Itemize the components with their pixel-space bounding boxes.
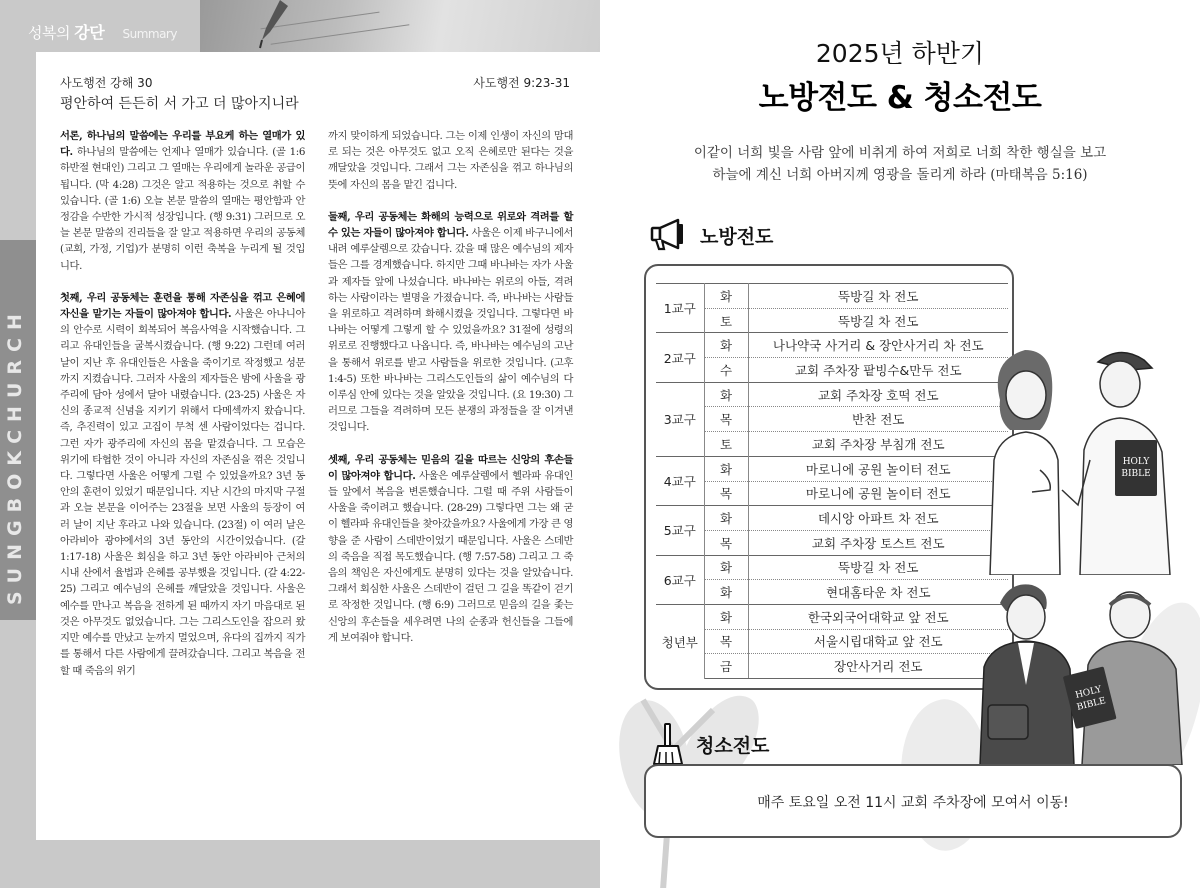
schedule-place: 현대홈타운 차 전도 (748, 580, 1008, 605)
svg-text:HOLY: HOLY (1074, 684, 1103, 701)
schedule-day: 목 (704, 481, 748, 506)
sermon-series: 사도행전 강해 30 (60, 76, 153, 90)
schedule-day: 화 (704, 382, 748, 407)
street-section-header (650, 218, 773, 252)
schedule-place: 교회 주차장 팥빙수&만두 전도 (748, 358, 1008, 383)
schedule-place: 한국외국어대학교 앞 전도 (748, 604, 1008, 629)
paragraph-heading: 서론, 하나님의 말씀에는 우리를 부요케 하는 열매가 있다. (60, 130, 305, 159)
schedule-row (656, 432, 1008, 457)
schedule-row (656, 407, 1008, 432)
schedule-group: 4교구 (656, 456, 704, 505)
schedule-row (656, 580, 1008, 605)
schedule-row (656, 604, 1008, 629)
cleaning-label: 청소전도 (696, 734, 770, 757)
schedule-row (656, 333, 1008, 358)
bible-label: HOLY (1122, 457, 1150, 467)
schedule-day: 화 (704, 580, 748, 605)
sermon-paragraph (328, 209, 573, 436)
svg-text:BIBLE: BIBLE (1121, 469, 1151, 479)
schedule-group: 6교구 (656, 555, 704, 604)
verse-line: 하늘에 계신 너희 아버지께 영광을 돌리게 하라 (마태복음 5:16) (712, 167, 1088, 183)
schedule-row (656, 555, 1008, 580)
schedule-place: 서울시립대학교 앞 전도 (748, 629, 1008, 654)
schedule-place: 교회 주차장 호떡 전도 (748, 382, 1008, 407)
paragraph-body: 사울은 아나니아의 안수로 시력이 회복되어 복음사역을 시작했습니다. 그리고 유대인들을 굴복시켰습니다. (행 9:22) 그런데 여러 날이 지난 후 유대인들은 사울을 죽이기로 작정했고 성문까지 지켰습니다. 그러자 사울의 제자들은 밤에 사울을 광주리에 담아 성에서 달아 내렸습니다. (23-25) 사울은 자신의 종교적 신념을 지키기 위해서 다메섹까지 왔습니다. 즉, 추진력이 있고 고집이 무척 센 사람이었다는 겁니다. 그런 자가 광주리에 자신의 몸을 맡겼습니다. 그 모습은 위기에 타협한 것이 아니라 자신의 자존심을 꺾은 것입니다. 그렇다면 사울은 어떻게 그럴 수 있었을까요? 3년 동안의 훈련이 있었기 때문입니다. 지난 시간의 마지막 구절과 오늘 본문을 이어주는 23절을 보면 사울의 등장이 여러 날이 지난 후라고 나와 있습니다. (23절) 이 여러 날은 아라비아 광야에서의 3년 동안의 시간이었습니다. (갈 1:17-18) 사울은 회심을 하고 3년 동안 아라비아 근처의 시내 산에서 율법과 은혜를 공부했을 것입니다. (갈 4:22-25) 그리고 예수님의 은혜를 깨달았을 것입니다. 사울은 예수를 만나고 복음을 전하게 된 때까지 자기 마음대로 된 것은 아무것도 없었습니다. 그는 그리스도인을 잡으러 왔지만 예수를 만났고 눈까지 멀었으며, 유다의 집까지 직가를 통해서 다른 사람에게 끌려갔습니다. 그리고 복음을 전할 때 죽음의 위기 (60, 308, 305, 677)
schedule-day: 화 (704, 555, 748, 580)
schedule-day: 금 (704, 654, 748, 679)
schedule-place: 마로니에 공원 놀이터 전도 (748, 481, 1008, 506)
verse (600, 142, 1200, 186)
evangelists-illustration (980, 340, 1180, 575)
schedule-row (656, 530, 1008, 555)
schedule-row (656, 308, 1008, 333)
sermon-reference: 사도행전 9:23-31 (473, 76, 570, 90)
paragraph-body: 사울은 예루살렘에서 헬라파 유대인들 앞에서 복음을 변론했습니다. 그럴 때 주위 사람들이 사울을 죽이려고 했습니다. (28-29) 그렇다면 그는 왜 굳이 헬라파 유대인들을 찾아갔을까요? 사울에게 가장 큰 영향을 준 사람이 스데반이었기 때문입니다. 사울은 스데반의 죽음을 직접 목도했습니다. (행 7:57-58) 그리고 그 죽음의 책임은 자신에게도 분명히 있다는 것을 알았습니다. 그래서 회심한 사울은 스데반이 걸던 그 길을 똑같이 걷기로 작정한 것입니다. (행 6:9) 그러므로 믿음의 길을 좇는 신앙의 후손들을 세우려면 나의 순종과 헌신들을 그들에게 보여줘야 합니다. (328, 469, 573, 644)
schedule-row (656, 654, 1008, 679)
sermon-paragraph (328, 128, 573, 193)
schedule-place: 나나약국 사거리 & 장안사거리 차 전도 (748, 333, 1008, 358)
schedule-row (656, 456, 1008, 481)
street-schedule-table (656, 283, 1008, 679)
fountain-pen-icon (240, 0, 300, 52)
broom-icon (650, 722, 686, 766)
verse-line: 이같이 너희 빛을 사람 앞에 비취게 하여 저희로 너희 착한 행실을 보고 (693, 145, 1107, 161)
paragraph-heading: 셋째, 우리 공동체는 믿음의 길을 따르는 신앙의 후손들이 많아져야 합니다. (328, 453, 573, 482)
paragraph-heading: 첫째, 우리 공동체는 훈련을 통해 자존심을 꺾고 은혜에 자신을 맡기는 자들이 많아져야 합니다. (60, 291, 305, 321)
schedule-place: 뚝방길 차 전도 (748, 555, 1008, 580)
schedule-row (656, 358, 1008, 383)
schedule-day: 토 (704, 432, 748, 457)
sermon-column-1 (60, 128, 305, 695)
megaphone-icon (650, 218, 690, 252)
street-schedule-box (644, 264, 1014, 690)
schedule-day: 화 (704, 604, 748, 629)
svg-text:BIBLE: BIBLE (1075, 696, 1107, 713)
sermon-paragraph (60, 128, 305, 274)
schedule-day: 화 (704, 456, 748, 481)
street-label: 노방전도 (700, 225, 774, 248)
schedule-place: 장안사거리 전도 (748, 654, 1008, 679)
schedule-day: 목 (704, 530, 748, 555)
header-photo (200, 0, 600, 52)
schedule-row (656, 382, 1008, 407)
paragraph-body: 하나님의 말씀에는 언제나 열매가 있습니다. (골 1:6 하반절 현대인) 그리고 그 열매는 우리에게 놀라운 공급이 됩니다. (막 4:28) 그것은 알고 적용하는 것으로 취할 수 있습니다. (골 1:6) 오늘 본문 말씀의 열매는 평안함과 안정감을 수반한 가시적 성장입니다. (행 9:31) 그러므로 오늘 본문 말씀의 진리들을 잘 알고 적용하면 우리의 공동체(교회, 가정, 기업)가 분명히 이런 축복을 누리게 될 것입니다. (60, 146, 305, 272)
schedule-place: 반찬 전도 (748, 407, 1008, 432)
sermon-paragraph (60, 290, 305, 679)
header-prefix: 성복의 (28, 24, 70, 42)
sermon-column-2 (328, 128, 573, 662)
cleaning-text: 매주 토요일 오전 11시 교회 주차장에 모여서 이동! (757, 795, 1069, 811)
schedule-group: 2교구 (656, 333, 704, 382)
right-page (600, 0, 1200, 888)
schedule-row (656, 506, 1008, 531)
schedule-place: 교회 주차장 토스트 전도 (748, 530, 1008, 555)
sermon-paper (36, 52, 600, 840)
title-year: 2025년 하반기 (815, 39, 985, 68)
sermon-title: 평안하여 든든히 서 가고 더 많아지니라 (60, 96, 299, 112)
schedule-group: 1교구 (656, 284, 704, 333)
schedule-place: 뚝방길 차 전도 (748, 308, 1008, 333)
paragraph-heading: 둘째, 우리 공동체는 화해의 능력으로 위로와 격려를 할 수 있는 자들이 많아져야 합니다. (328, 210, 573, 240)
schedule-day: 토 (704, 308, 748, 333)
schedule-row (656, 284, 1008, 309)
header-strong: 강단 (74, 23, 105, 42)
schedule-place: 마로니에 공원 놀이터 전도 (748, 456, 1008, 481)
schedule-group: 5교구 (656, 506, 704, 555)
header-en: Summary (122, 27, 177, 41)
schedule-place: 교회 주차장 부침개 전도 (748, 432, 1008, 457)
schedule-day: 화 (704, 333, 748, 358)
schedule-row (656, 481, 1008, 506)
schedule-group: 3교구 (656, 382, 704, 456)
cleaning-box (644, 764, 1182, 838)
section-header (28, 20, 177, 43)
title-main: 노방전도 & 청소전도 (758, 80, 1042, 116)
paragraph-body: 사울은 이제 바구니에서 내려 예루살렘으로 갔습니다. 갔을 때 많은 예수님의 제자들은 그를 경계했습니다. 하지만 그때 바나바는 자가 사울과 제자들 앞에 나섰습니다. 바나바는 위로의 아들, 격려하는 사람이라는 별명을 가졌습니다. 즉, 바나바는 사람들을 위로하고 격려하며 화해시켰을 것입니다. 그렇다면 바나바는 어떻게 그렇게 할 수 있었을까요? 31절에 성령의 위로로 진행했다고 나옵니다. 즉, 바나바는 예수님의 고난을 통해서 위로를 받고 사람들을 위로한 것입니다. (고후 1:4-5) 또한 바나바는 그리스도인들의 삶이 예수님의 다 이루심 안에 있다는 것을 알았을 것입니다. (요 19:30) 그러므로 그들을 격려하며 모든 분쟁의 과정들을 잘 이겨낸 것입니다. (328, 227, 573, 434)
holy-bible-book (1115, 440, 1157, 496)
cleaning-section-header (650, 722, 769, 766)
side-vertical-text: SUNGBOKCHURCH (4, 306, 26, 605)
paragraph-body: 까지 맞이하게 되었습니다. 그는 이제 인생이 자신의 맘대로 되는 것은 아무것도 없고 오직 은혜로만 된다는 것을 깨달았을 것입니다. 그래서 그는 자존심을 꺾고 하나님의 뜻에 자신의 몸을 맡긴 겁니다. (328, 130, 573, 191)
schedule-place: 데시앙 아파트 차 전도 (748, 506, 1008, 531)
schedule-row (656, 629, 1008, 654)
schedule-day: 화 (704, 284, 748, 309)
sermon-paragraph (328, 452, 573, 646)
schedule-day: 화 (704, 506, 748, 531)
schedule-day: 목 (704, 629, 748, 654)
schedule-place: 뚝방길 차 전도 (748, 284, 1008, 309)
schedule-day: 목 (704, 407, 748, 432)
briefcase (988, 705, 1028, 739)
schedule-group: 청년부 (656, 604, 704, 678)
pastors-illustration (970, 575, 1185, 765)
schedule-day: 수 (704, 358, 748, 383)
